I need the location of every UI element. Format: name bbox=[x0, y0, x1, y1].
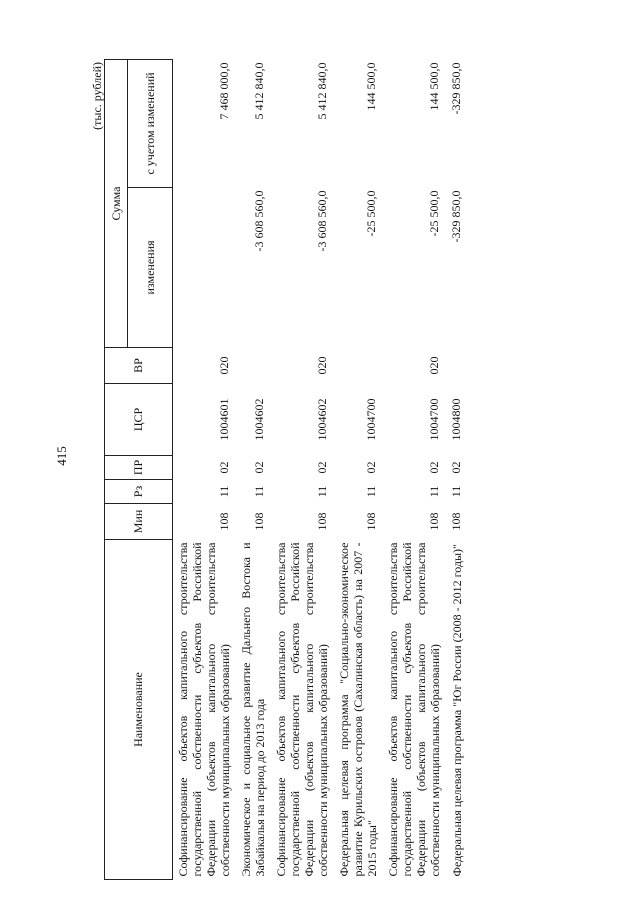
header-with-changes: с учетом изменений bbox=[128, 59, 173, 187]
row-total: 144 500,0 bbox=[364, 62, 378, 111]
table-row bbox=[383, 59, 446, 879]
row-vr bbox=[236, 348, 271, 384]
row-csr: 1004800 bbox=[449, 398, 463, 441]
row-rz: 11 bbox=[217, 485, 231, 498]
table-row bbox=[173, 59, 237, 879]
table-row bbox=[334, 59, 383, 879]
row-change: -3 608 560,0 bbox=[315, 190, 329, 252]
row-pr: 02 bbox=[427, 461, 441, 474]
row-change: -25 500,0 bbox=[427, 190, 441, 237]
header-pr: ПР bbox=[105, 456, 173, 480]
row-csr: 1004602 bbox=[252, 398, 266, 441]
row-rz: 11 bbox=[252, 485, 266, 498]
row-total: 5 412 840,0 bbox=[252, 62, 266, 120]
row-vr bbox=[446, 348, 468, 384]
page-number: 415 bbox=[54, 446, 69, 466]
row-total: 144 500,0 bbox=[427, 62, 441, 111]
row-vr: 020 bbox=[217, 356, 231, 375]
row-min: 108 bbox=[427, 512, 441, 531]
header-rz: Рз bbox=[105, 480, 173, 504]
row-total: 5 412 840,0 bbox=[315, 62, 329, 120]
row-pr: 02 bbox=[449, 461, 463, 474]
row-min: 108 bbox=[449, 512, 463, 531]
row-total: -329 850,0 bbox=[449, 62, 463, 115]
row-change: -25 500,0 bbox=[364, 190, 378, 237]
row-pr: 02 bbox=[364, 461, 378, 474]
row-min: 108 bbox=[364, 512, 378, 531]
table-row bbox=[446, 59, 468, 879]
row-name: Софинансирование объектов капитального строительства государственной собственности субъектов Российской Федерации (объектов капитального строительства собственности муниципальных образований) bbox=[386, 542, 442, 877]
row-pr: 02 bbox=[252, 461, 266, 474]
row-change: -3 608 560,0 bbox=[252, 190, 266, 252]
row-vr bbox=[334, 348, 383, 384]
row-change: -329 850,0 bbox=[449, 190, 463, 243]
row-rz: 11 bbox=[449, 485, 463, 498]
header-min: Мин bbox=[105, 504, 173, 540]
row-rz: 11 bbox=[315, 485, 329, 498]
table-row bbox=[271, 59, 334, 879]
row-min: 108 bbox=[252, 512, 266, 531]
table-row bbox=[236, 59, 271, 879]
row-name: Федеральная целевая программа "Юг России (2008 - 2012 годы)" bbox=[450, 544, 464, 877]
row-min: 108 bbox=[217, 512, 231, 531]
row-rz: 11 bbox=[364, 485, 378, 498]
header-csr: ЦСР bbox=[105, 384, 173, 456]
row-min: 108 bbox=[315, 512, 329, 531]
rotated-page-content bbox=[90, 60, 635, 880]
row-name: Софинансирование объектов капитального строительства государственной собственности субъектов Российской Федерации (объектов капитального строительства собственности муниципальных образований) bbox=[176, 542, 232, 877]
row-csr: 1004601 bbox=[217, 398, 231, 441]
budget-table bbox=[104, 59, 468, 880]
row-rz: 11 bbox=[427, 485, 441, 498]
row-vr: 020 bbox=[427, 356, 441, 375]
row-name: Федеральная целевая программа "Социально-экономическое развитие Курильских островов (Сахалинская область) на 2007 - 2015 годы" bbox=[337, 542, 379, 877]
row-csr: 1004700 bbox=[364, 398, 378, 441]
header-vr: ВР bbox=[105, 348, 173, 384]
header-changes: изменения bbox=[128, 188, 173, 348]
row-name: Софинансирование объектов капитального строительства государственной собственности субъектов Российской Федерации (объектов капитального строительства собственности муниципальных образований) bbox=[274, 542, 330, 877]
row-total: 7 468 000,0 bbox=[217, 62, 231, 120]
row-pr: 02 bbox=[315, 461, 329, 474]
units-note: (тыс. рублей) bbox=[90, 62, 104, 130]
row-csr: 1004700 bbox=[427, 398, 441, 441]
row-vr: 020 bbox=[315, 356, 329, 375]
row-change bbox=[173, 188, 237, 348]
row-csr: 1004602 bbox=[315, 398, 329, 441]
row-pr: 02 bbox=[217, 461, 231, 474]
header-name: Наименование bbox=[105, 540, 173, 880]
header-sum: Сумма bbox=[105, 59, 128, 347]
row-name: Экономическое и социальное развитие Дальнего Востока и Забайкалья на период до 2013 года bbox=[239, 542, 267, 877]
